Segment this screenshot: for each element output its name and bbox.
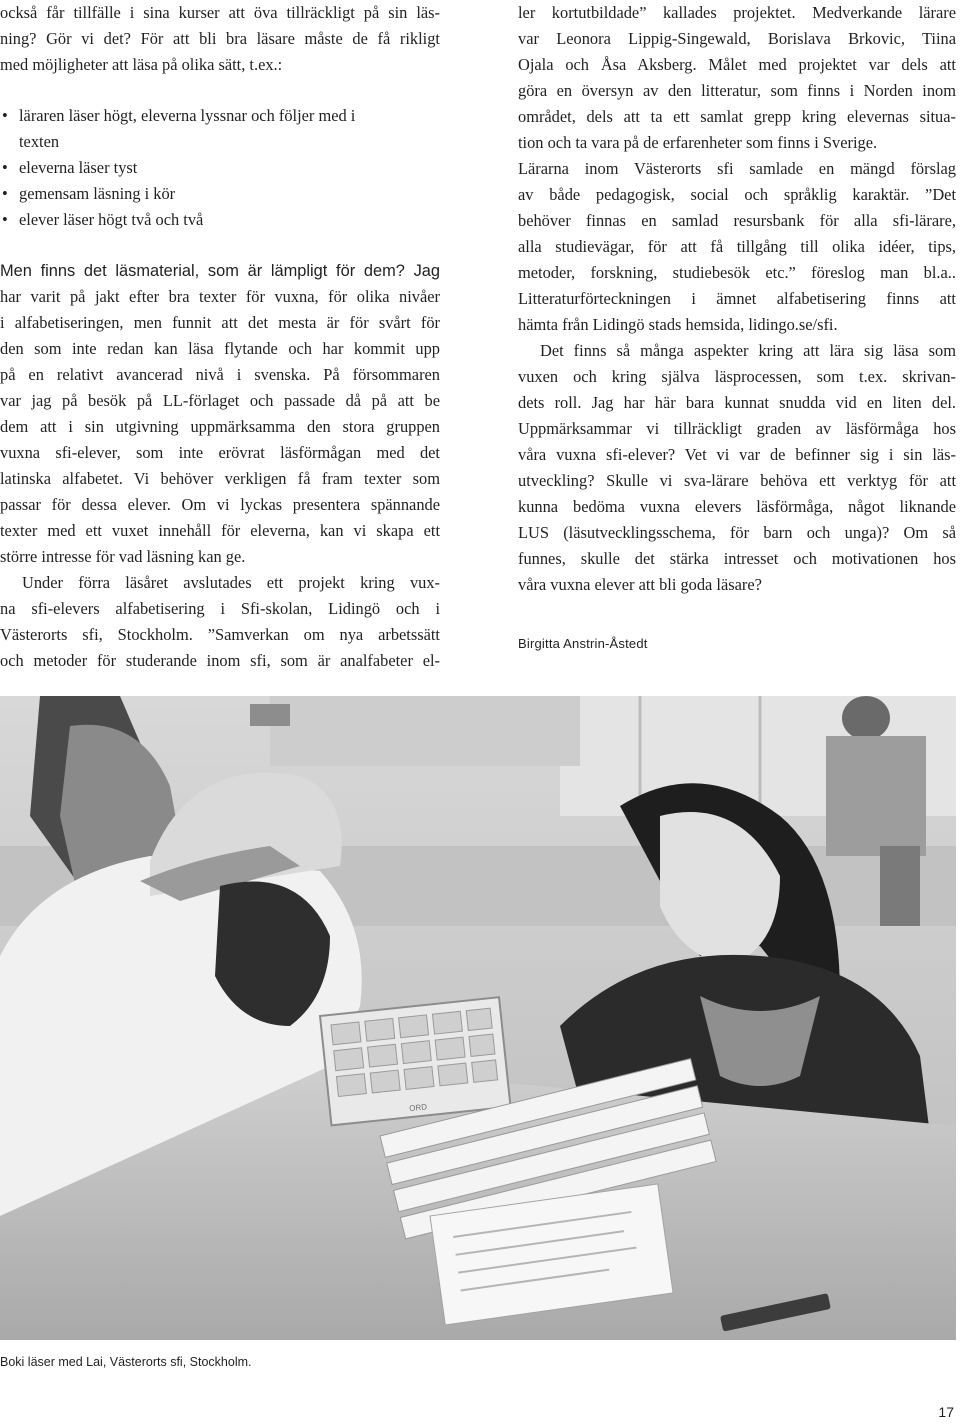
text-line: latinska alfabetet. Vi behöver verkligen få fram texter som bbox=[0, 469, 440, 488]
text-line: vuxna sfi-elever, som inte erövrat läsförmågan med det bbox=[0, 443, 440, 462]
text-line: Under förra läsåret avslutades ett projekt kring vux- bbox=[22, 573, 440, 592]
text-line: vuxen och kring själva läsprocessen, som t.ex. skrivan- bbox=[518, 367, 956, 386]
text-line: hämta från Lidingö stads hemsida, lidingo.se/sfi. bbox=[518, 315, 838, 334]
intro-paragraph bbox=[0, 0, 440, 78]
text-line: Västerorts sfi, Stockholm. ”Samverkan om nya arbetssätt bbox=[0, 625, 440, 644]
list-item-continuation: texten bbox=[19, 132, 60, 151]
text-line: texter med ett vuxet innehåll för eleverna, kan vi skapa ett bbox=[0, 521, 440, 540]
overhead-projector bbox=[250, 704, 290, 726]
paragraph-project-continued bbox=[518, 0, 956, 156]
text-line: kunna bedöma vuxna elevers läsförmåga, något liknande bbox=[518, 497, 956, 516]
text-line: av både pedagogisk, social och språklig karaktär. ”Det bbox=[518, 185, 956, 204]
letter-box bbox=[320, 997, 511, 1125]
paragraph-aspects bbox=[518, 338, 956, 598]
classroom-photo bbox=[0, 696, 956, 1340]
text-line: Litteraturförteckningen i ämnet alfabetisering finns att bbox=[518, 289, 956, 308]
text-line: metoder, forskning, studiebesök etc.” föreslog man bl.a.. bbox=[518, 263, 956, 282]
text-line: Det finns så många aspekter kring att lära sig läsa som bbox=[540, 341, 956, 360]
text-line: Uppmärksammar vi tillräckligt graden av läsförmåga hos bbox=[518, 419, 956, 438]
list-item: • elever läser högt två och två bbox=[0, 207, 440, 233]
text-line: passar för dessa elever. Om vi lyckas presentera spännande bbox=[0, 495, 440, 514]
text-line: göra en översyn av den litteratur, som finns i Norden inom bbox=[518, 81, 956, 100]
text-line: var Leonora Lippig-Singewald, Borislava Brkovic, Tiina bbox=[518, 29, 956, 48]
text-line: LUS (läsutvecklingsschema, för barn och unga)? Om så bbox=[518, 523, 956, 542]
text-line: våra vuxna elever att bli goda läsare? bbox=[518, 575, 762, 594]
text-line: våra vuxna sfi-elever? Vet vi var de befinner sig i sin läs- bbox=[518, 445, 956, 464]
text-line: dem att i sin utgivning uppmärksamma den stora gruppen bbox=[0, 417, 440, 436]
author-signature: Birgitta Anstrin-Åstedt bbox=[518, 636, 648, 651]
photo-caption: Boki läser med Lai, Västerorts sfi, Stockholm. bbox=[0, 1355, 252, 1369]
text-line: också får tillfälle i sina kurser att öva tillräckligt på sin läs- bbox=[0, 3, 440, 22]
paragraph-teachers bbox=[518, 156, 956, 338]
text-line: i alfabetiseringen, men funnit att det mesta är för svårt för bbox=[0, 313, 440, 332]
text-line: var jag på besök på LL-förlaget och passade då på att be bbox=[0, 391, 440, 410]
text-line: funnes, skulle det stärka intresset och motivationen hos bbox=[518, 549, 956, 568]
text-line: utveckling? Skulle vi sva-lärare behöva ett verktyg för att bbox=[518, 471, 956, 490]
text-line: området, dels att ta ett samlat grepp kring elevernas situa- bbox=[518, 107, 956, 126]
text-line: na sfi-elevers alfabetisering i Sfi-skolan, Lidingö och i bbox=[0, 599, 440, 618]
text-line: större intresse för vad läsning kan ge. bbox=[0, 547, 246, 566]
text-line: tion och ta vara på de erfarenheter som finns i Sverige. bbox=[518, 133, 878, 152]
text-line: ning? Gör vi det? För att bli bra läsare måste de få rikligt bbox=[0, 29, 440, 48]
paragraph-reading-material bbox=[0, 258, 440, 570]
text-line: Men finns det läsmaterial, som är lämpligt för dem? Jag bbox=[0, 262, 440, 280]
text-line: har varit på jakt efter bra texter för vuxna, för olika nivåer bbox=[0, 287, 440, 306]
text-line: på en relativt avancerad nivå i svenska. På försommaren bbox=[0, 365, 440, 384]
text-line: dets roll. Jag har här bara kunnat snudda vid en liten del. bbox=[518, 393, 956, 412]
text-line: med möjligheter att läsa på olika sätt, t.ex.: bbox=[0, 55, 283, 74]
paragraph-project bbox=[0, 570, 440, 674]
text-line: ler kortutbildade” kallades projektet. Medverkande lärare bbox=[518, 3, 956, 22]
page-number: 17 bbox=[938, 1404, 954, 1420]
list-item: • läraren läser högt, eleverna lyssnar och följer med i bbox=[0, 103, 440, 129]
text-line: alla studievägar, för att få tillgång till olika idéer, tips, bbox=[518, 237, 956, 256]
text-line: den som inte redan kan läsa flytande och har kommit upp bbox=[0, 339, 440, 358]
box-label: ORD bbox=[408, 1102, 428, 1114]
left-column bbox=[0, 0, 440, 674]
text-line: Lärarna inom Västerorts sfi samlade en mängd förslag bbox=[518, 159, 956, 178]
bullet-list bbox=[0, 103, 440, 233]
right-column bbox=[518, 0, 956, 598]
list-item: • gemensam läsning i kör bbox=[0, 181, 440, 207]
text-line: Ojala och Åsa Aksberg. Målet med projektet var dels att bbox=[518, 55, 956, 74]
text-line: och metoder för studerande inom sfi, som är analfabeter el- bbox=[0, 651, 440, 670]
text-line: behöver finnas en samlad resursbank för alla sfi-lärare, bbox=[518, 211, 956, 230]
list-item: • eleverna läser tyst bbox=[0, 155, 440, 181]
